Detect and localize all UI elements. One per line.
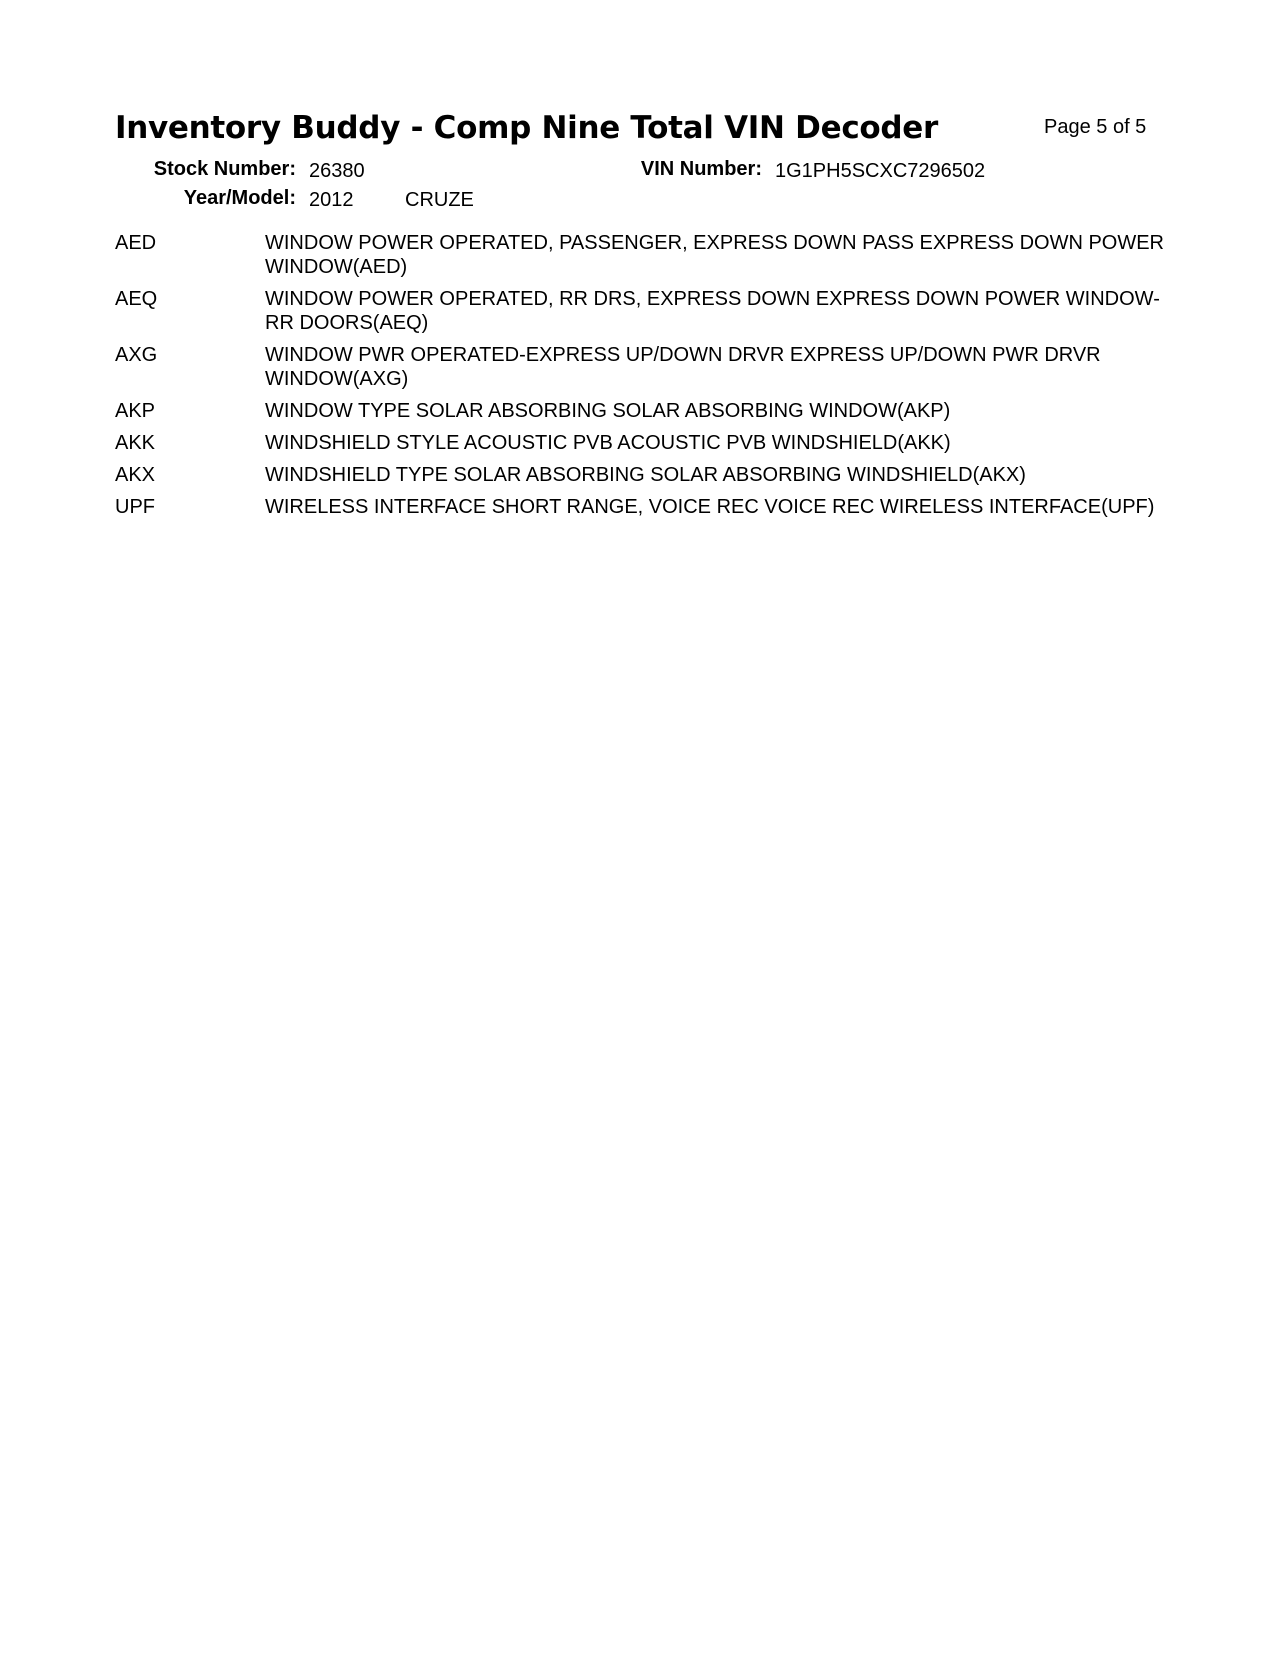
stock-number-label: Stock Number:	[153, 158, 296, 180]
year-model-label: Year/Model:	[183, 187, 296, 209]
option-row	[115, 399, 1175, 423]
year-value: 2012	[309, 189, 354, 211]
option-code: AEQ	[115, 288, 158, 310]
option-row	[115, 343, 1175, 391]
option-description: WINDSHIELD TYPE SOLAR ABSORBING SOLAR ABSORBING WINDSHIELD(AKX)	[265, 464, 1026, 486]
option-code: AKP	[115, 400, 156, 422]
option-description: WINDOW PWR OPERATED-EXPRESS UP/DOWN DRVR EXPRESS UP/DOWN PWR DRVR WINDOW(AXG)	[265, 344, 1101, 390]
option-description: WINDSHIELD STYLE ACOUSTIC PVB ACOUSTIC PVB WINDSHIELD(AKK)	[265, 432, 951, 454]
option-description: WINDOW TYPE SOLAR ABSORBING SOLAR ABSORBING WINDOW(AKP)	[265, 400, 951, 422]
option-description: WINDOW POWER OPERATED, RR DRS, EXPRESS DOWN EXPRESS DOWN POWER WINDOW-RR DOORS(AEQ)	[265, 288, 1160, 334]
option-code: AKX	[115, 464, 156, 486]
option-row	[115, 495, 1175, 519]
option-description: WINDOW POWER OPERATED, PASSENGER, EXPRESS DOWN PASS EXPRESS DOWN POWER WINDOW(AED)	[265, 232, 1165, 278]
option-code: AKK	[115, 432, 156, 454]
options-list	[115, 231, 1175, 527]
option-row	[115, 287, 1175, 335]
stock-number-value: 26380	[309, 160, 365, 182]
option-row	[115, 231, 1175, 279]
vin-number-value: 1G1PH5SCXC7296502	[775, 160, 986, 182]
option-row	[115, 463, 1175, 487]
page-title: Inventory Buddy - Comp Nine Total VIN Decoder	[115, 110, 939, 146]
option-code: AED	[115, 232, 157, 254]
option-code: UPF	[115, 496, 155, 518]
vin-number-label: VIN Number:	[640, 158, 762, 180]
option-description: WIRELESS INTERFACE SHORT RANGE, VOICE REC VOICE REC WIRELESS INTERFACE(UPF)	[265, 496, 1155, 518]
option-code: AXG	[115, 344, 158, 366]
model-value: CRUZE	[405, 189, 474, 211]
option-row	[115, 431, 1175, 455]
page-indicator: Page 5 of 5	[1044, 116, 1147, 138]
